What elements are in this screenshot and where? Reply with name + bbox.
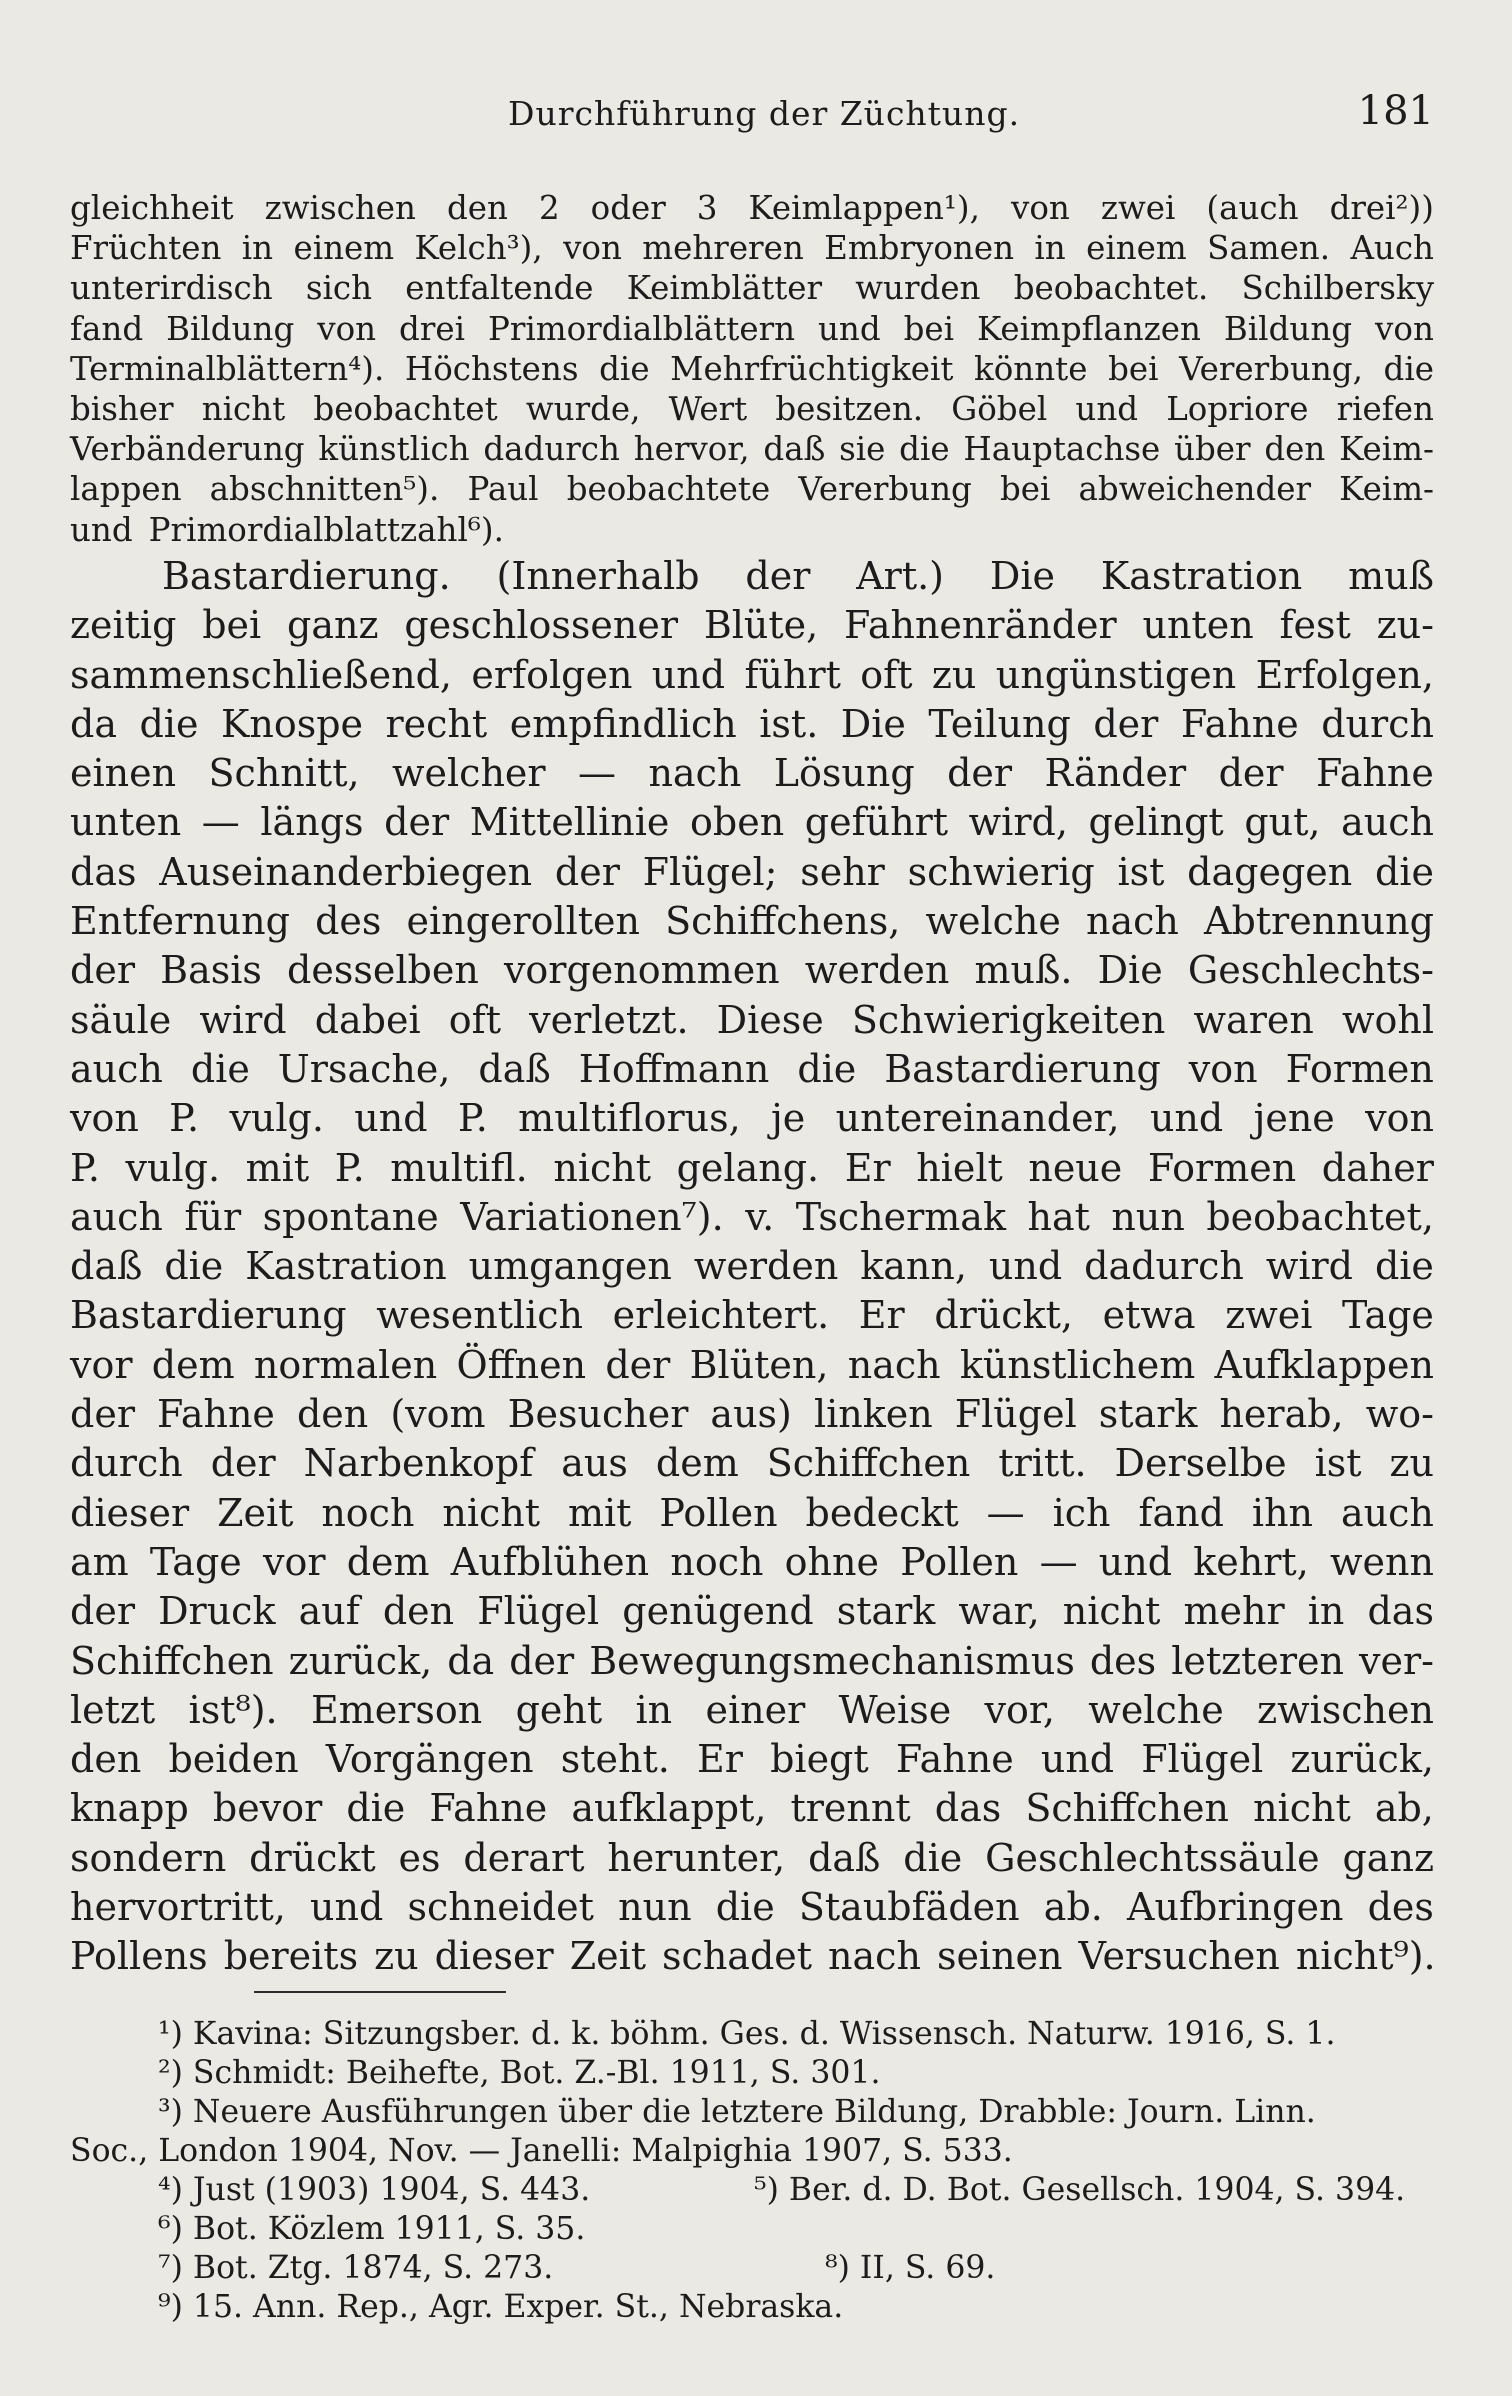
small-paragraph-line: fand Bildung von drei Primordialblättern und bei Keimpflanzen Bildung von <box>70 309 1434 348</box>
small-paragraph-line: und Primordialblattzahl⁶). <box>70 510 504 549</box>
footnote-3: ³) Neuere Ausführungen über die letztere Bildung, Drabble: Journ. Linn. <box>158 2094 1316 2130</box>
footnote-5: ⁵) Ber. d. D. Bot. Gesellsch. 1904, S. 394. <box>754 2172 1406 2208</box>
main-paragraph-line: den beiden Vorgängen steht. Er biegt Fahne und Flügel zurück, <box>70 1737 1434 1782</box>
main-paragraph-line: auch die Ursache, daß Hoffmann die Bastardierung von Formen <box>70 1046 1434 1091</box>
footnote-9: ⁹) 15. Ann. Rep., Agr. Exper. St., Nebraska. <box>158 2289 844 2325</box>
main-paragraph-line: Schiffchen zurück, da der Bewegungsmechanismus des letzteren ver- <box>70 1638 1434 1683</box>
main-paragraph-line: säule wird dabei oft verletzt. Diese Schwierigkeiten waren wohl <box>70 997 1434 1042</box>
small-paragraph-line: Terminalblättern⁴). Höchstens die Mehrfrüchtigkeit könnte bei Vererbung, die <box>70 349 1434 388</box>
main-paragraph-line: unten — längs der Mittellinie oben geführt wird, gelingt gut, auch <box>70 800 1434 845</box>
main-paragraph-line: sammenschließend, erfolgen und führt oft zu ungünstigen Erfolgen, <box>70 652 1434 697</box>
footnote-3-continued: Soc., London 1904, Nov. — Janelli: Malpighia 1907, S. 533. <box>70 2133 1013 2169</box>
main-paragraph-line: Pollens bereits zu dieser Zeit schadet nach seinen Versuchen nicht⁹). <box>70 1934 1436 1979</box>
main-paragraph-line: letzt ist⁸). Emerson geht in einer Weise vor, welche zwischen <box>70 1687 1434 1732</box>
main-paragraph-line: dieser Zeit noch nicht mit Pollen bedeckt — ich fand ihn auch <box>70 1490 1434 1535</box>
main-paragraph-line: vor dem normalen Öffnen der Blüten, nach künstlichem Aufklappen <box>70 1342 1434 1387</box>
footnote-separator <box>254 1991 506 1993</box>
small-paragraph-line: gleichheit zwischen den 2 oder 3 Keimlappen¹), von zwei (auch drei²)) <box>70 189 1434 227</box>
footnote-4: ⁴) Just (1903) 1904, S. 443. <box>158 2172 591 2208</box>
main-paragraph-line: auch für spontane Variationen⁷). v. Tschermak hat nun beobachtet, <box>70 1194 1434 1239</box>
small-paragraph-line: Früchten in einem Kelch³), von mehreren Embryonen in einem Samen. Auch <box>70 229 1434 268</box>
main-paragraph-line: Entfernung des eingerollten Schiffchens, welche nach Abtrennung <box>70 899 1434 944</box>
main-paragraph-line: von P. vulg. und P. multiflorus, je untereinander, und jene von <box>70 1096 1434 1141</box>
main-paragraph-line: Bastardierung wesentlich erleichtert. Er drückt, etwa zwei Tage <box>70 1293 1434 1338</box>
small-print-paragraph <box>70 188 1434 550</box>
footnote-1: ¹) Kavina: Sitzungsber. d. k. böhm. Ges. d. Wissensch. Naturw. 1916, S. 1. <box>158 2016 1336 2052</box>
main-paragraph-line: der Druck auf den Flügel genügend stark war, nicht mehr in das <box>70 1589 1434 1634</box>
main-paragraph-line: knapp bevor die Fahne aufklappt, trennt das Schiffchen nicht ab, <box>70 1786 1434 1831</box>
main-paragraph-line: am Tage vor dem Aufblühen noch ohne Pollen — und kehrt, wenn <box>70 1539 1434 1584</box>
small-paragraph-line: unterirdisch sich entfaltende Keimblätter wurden beobachtet. Schilbersky <box>70 269 1434 308</box>
main-paragraph-line: P. vulg. mit P. multifl. nicht gelang. Er hielt neue Formen daher <box>70 1145 1434 1190</box>
main-paragraph-line: Bastardierung. (Innerhalb der Art.) Die Kastration muß <box>162 554 1434 598</box>
main-paragraph-line: sondern drückt es derart herunter, daß die Geschlechtssäule ganz <box>70 1835 1434 1880</box>
main-paragraph-line: der Fahne den (vom Besucher aus) linken Flügel stark herab, wo- <box>70 1392 1434 1437</box>
footnotes <box>70 2015 1434 2327</box>
footnote-line-2 <box>70 2054 1434 2093</box>
small-paragraph-line: bisher nicht beobachtet wurde, Wert besitzen. Göbel und Lopriore riefen <box>70 390 1434 429</box>
footnote-line-9 <box>70 2288 1434 2327</box>
main-paragraph-bastardierung <box>70 552 1434 1982</box>
small-paragraph-line: Verbänderung künstlich dadurch hervor, daß sie die Hauptachse über den Keim- <box>70 430 1434 469</box>
footnote-8: ⁸) II, S. 69. <box>825 2250 996 2286</box>
footnote-line-1 <box>70 2015 1434 2054</box>
main-paragraph-line: da die Knospe recht empfindlich ist. Die Teilung der Fahne durch <box>70 701 1434 746</box>
footnote-line-6 <box>70 2210 1434 2249</box>
page-number: 181 <box>1357 88 1434 134</box>
main-paragraph-line: zeitig bei ganz geschlossener Blüte, Fahnenränder unten fest zu- <box>70 603 1434 648</box>
main-paragraph-line: durch der Narbenkopf aus dem Schiffchen tritt. Derselbe ist zu <box>70 1441 1434 1486</box>
running-title: Durchführung der Züchtung. <box>508 94 1021 133</box>
footnote-line-3-continued <box>70 2132 1434 2171</box>
main-paragraph-line: hervortritt, und schneidet nun die Staubfäden ab. Aufbringen des <box>70 1885 1434 1930</box>
footnote-line-3 <box>70 2093 1434 2132</box>
footnote-line-7-8 <box>70 2249 1434 2288</box>
footnote-6: ⁶) Bot. Közlem 1911, S. 35. <box>158 2211 586 2247</box>
small-paragraph-line: lappen abschnitten⁵). Paul beobachtete Vererbung bei abweichender Keim- <box>70 470 1434 509</box>
footnote-7: ⁷) Bot. Ztg. 1874, S. 273. <box>158 2250 554 2286</box>
main-paragraph-line: daß die Kastration umgangen werden kann, und dadurch wird die <box>70 1244 1434 1289</box>
page-header <box>70 88 1434 148</box>
footnote-line-4-5 <box>70 2171 1434 2210</box>
main-paragraph-line: der Basis desselben vorgenommen werden muß. Die Geschlechts- <box>70 948 1434 993</box>
footnote-2: ²) Schmidt: Beihefte, Bot. Z.-Bl. 1911, S. 301. <box>158 2055 881 2091</box>
main-paragraph-line: das Auseinanderbiegen der Flügel; sehr schwierig ist dagegen die <box>70 849 1434 894</box>
main-paragraph-line: einen Schnitt, welcher — nach Lösung der Ränder der Fahne <box>70 751 1434 796</box>
